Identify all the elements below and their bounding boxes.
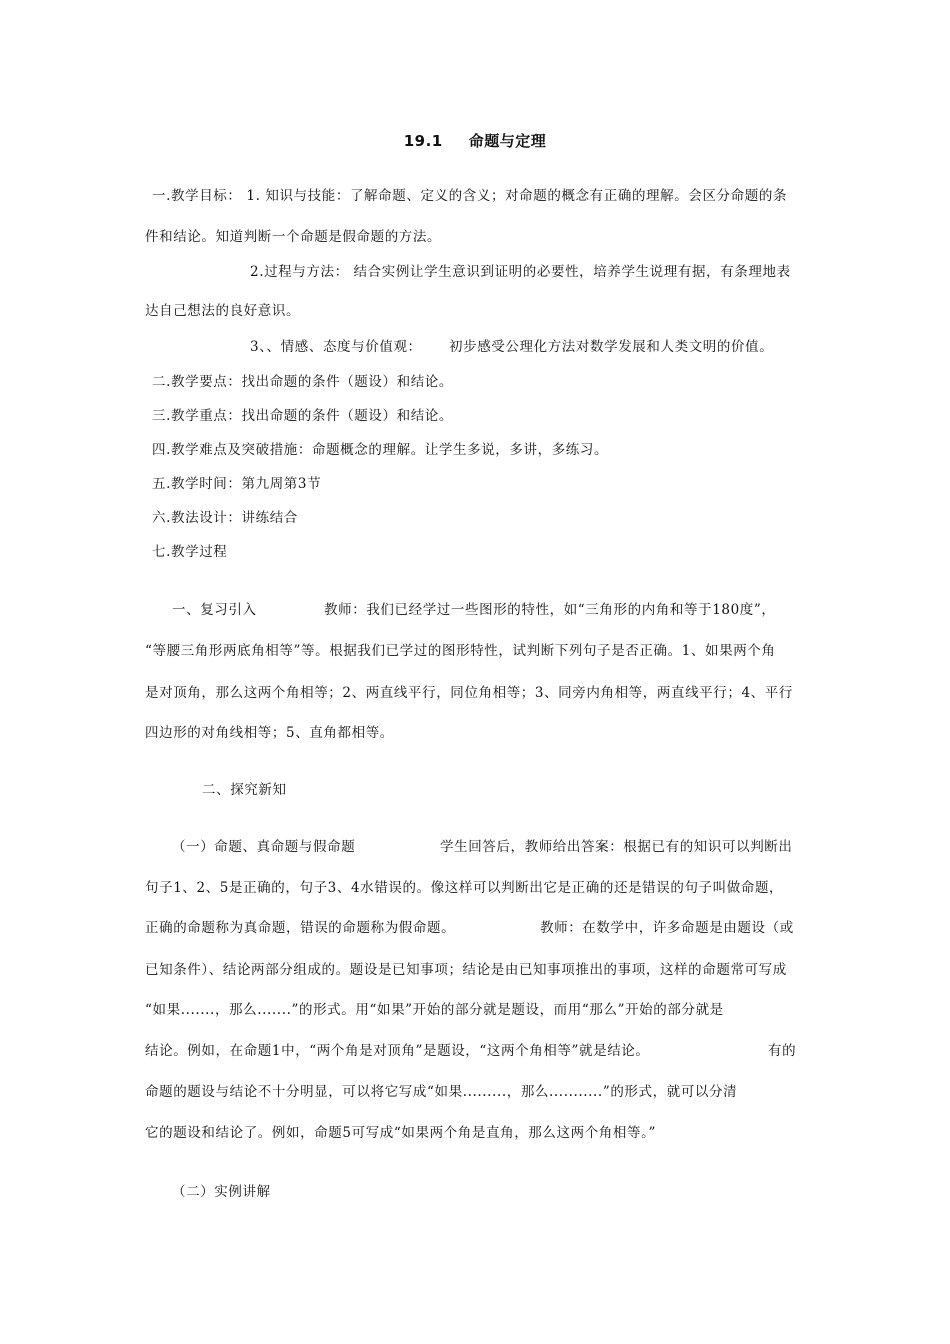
- list-item: 五.教学时间：第九周第3节: [152, 476, 322, 492]
- explore-heading: 二、探究新知: [202, 782, 287, 798]
- goals-line-1: 一.教学目标： 1. 知识与技能：了解命题、定义的含义；对命题的概念有正确的理解。会区分命题的条: [152, 188, 788, 204]
- list-item: 七.教学过程: [152, 544, 228, 560]
- review-line-3: 是对顶角，那么这两个角相等；2、两直线平行，同位角相等；3、同旁内角相等，两直线平行；4、平行: [145, 685, 793, 701]
- review-heading: 一、复习引入: [172, 602, 257, 618]
- title-text: 命题与定理: [468, 132, 547, 150]
- list-item: 六.教法设计：讲练结合: [152, 510, 298, 526]
- goals-line-4: 达自己想法的良好意识。: [145, 303, 301, 319]
- explore-line-2: 句子1、2、5是正确的，句子3、4水错误的。像这样可以判断出它是正确的还是错误的句子叫做命题，: [145, 880, 784, 896]
- goals-line-5a: 3、、情感、态度与价值观：: [250, 339, 422, 355]
- list-item: 三.教学重点：找出命题的条件（题设）和结论。: [152, 408, 453, 424]
- goals-line-5b: 初步感受公理化方法对数学发展和人类文明的价值。: [449, 339, 774, 355]
- goals-line-2: 件和结论。知道判断一个命题是假命题的方法。: [145, 229, 442, 245]
- review-line-2: “等腰三角形两底角相等”等。根据我们已学过的图形特性，试判断下列句子是否正确。1、如果两个角: [145, 643, 776, 659]
- review-line-1: 教师：我们已经学过一些图形的特性，如“三角形的内角和等于180度”，: [324, 602, 776, 618]
- list-item: 四.教学难点及突破措施：命题概念的理解。让学生多说，多讲，多练习。: [152, 442, 609, 458]
- goals-line-3: 2.过程与方法： 结合实例让学生意识到证明的必要性，培养学生说理有据，有条理地表: [250, 264, 791, 280]
- explore-line-1: 学生回答后，教师给出答案：根据已有的知识可以判断出: [440, 839, 793, 855]
- title-number: 19.1: [403, 132, 443, 150]
- explore-line-8: 它的题设和结论了。例如，命题5可写成“如果两个角是直角，那么这两个角相等。”: [145, 1125, 656, 1141]
- explore-line-6a: 结论。例如，在命题1中，“两个角是对顶角”是题设，“这两个角相等”就是结论。: [145, 1043, 650, 1059]
- explore-line-5: “如果.......，那么.......”的形式。用“如果”开始的部分就是题设，而用“那么”开始的部分就是: [145, 1002, 724, 1018]
- explore-subheading-2: （二）实例讲解: [172, 1184, 271, 1200]
- explore-line-3b: 教师：在数学中，许多命题是由题设（或: [540, 920, 794, 936]
- explore-line-6b: 有的: [768, 1043, 797, 1059]
- explore-line-7: 命题的题设与结论不十分明显，可以将它写成“如果.........，那么...........”的形式，就可以分清: [145, 1084, 738, 1100]
- list-item: 二.教学要点：找出命题的条件（题设）和结论。: [152, 374, 453, 390]
- review-line-4: 四边形的对角线相等；5、直角都相等。: [145, 725, 394, 741]
- explore-line-3a: 正确的命题称为真命题，错误的命题称为假命题。: [145, 920, 456, 936]
- explore-subheading-1: （一）命题、真命题与假命题: [172, 839, 356, 855]
- explore-line-4: 已知条件）、结论两部分组成的。题设是已知事项；结论是由已知事项推出的事项，这样的命题常可写成: [145, 962, 787, 978]
- page-title: [0, 130, 950, 151]
